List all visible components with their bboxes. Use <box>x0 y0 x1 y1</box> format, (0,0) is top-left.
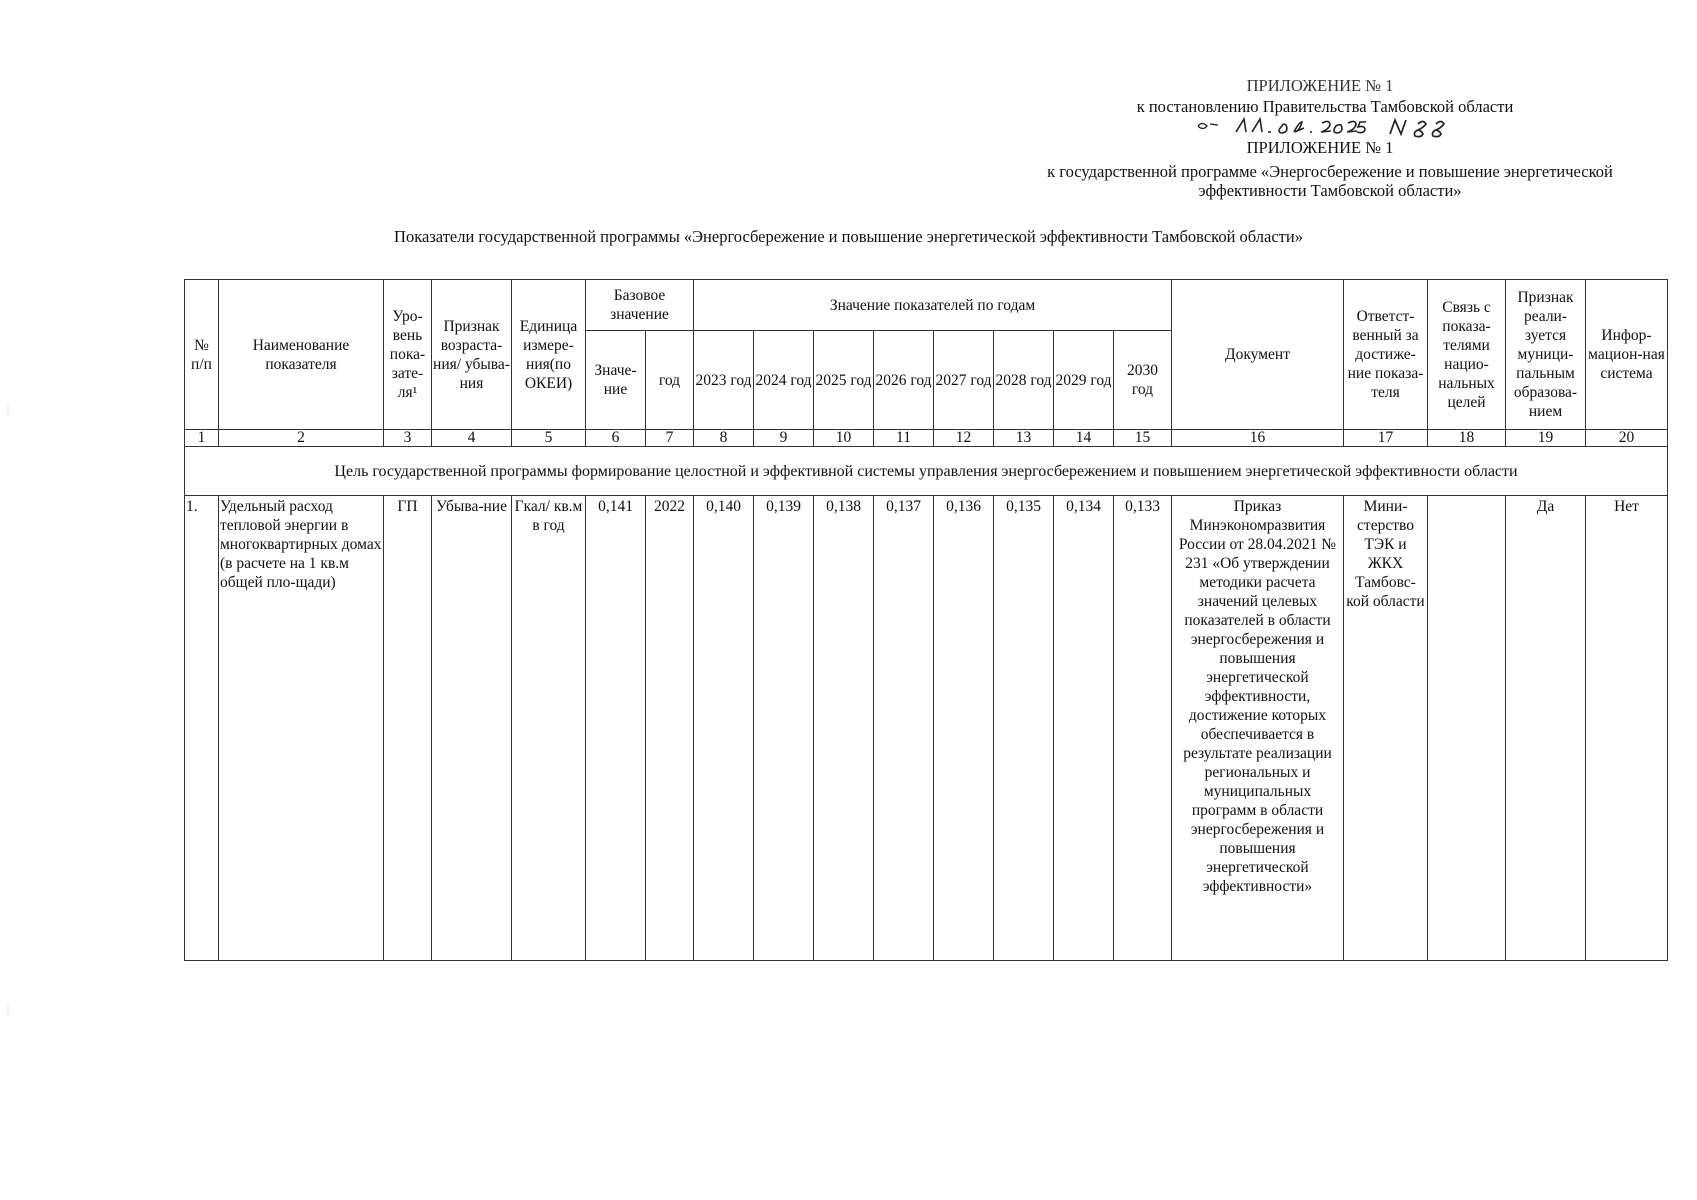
row-document: Приказ Минэкономразвития России от 28.04.2021 № 231 «Об утверждении методики расчета значений целевых показателей в области энергосбережения и повышения энергетической эффективности, достижение которых обеспечивается в результате реализации региональных и муниципальных программ в области энергосбережения и повышения энергетической эффективности» <box>1172 496 1344 961</box>
column-number: 13 <box>994 430 1054 447</box>
scan-edge-mark: ⋮ <box>3 1005 13 1016</box>
column-number: 18 <box>1428 430 1506 447</box>
row-responsible: Мини-стерство ТЭК и ЖКХ Тамбовс-кой области <box>1344 496 1428 961</box>
header-municipal: Признак реали-зуется муници-пальным образова-нием <box>1506 280 1586 430</box>
header-year-2030: 2030 год <box>1114 331 1172 430</box>
appendix-title-2: ПРИЛОЖЕНИЕ № 1 <box>1246 138 1394 157</box>
header-base-year: год <box>646 331 694 430</box>
column-number: 4 <box>432 430 512 447</box>
row-level: ГП <box>384 496 432 961</box>
row-unit: Гкал/ кв.м в год <box>512 496 586 961</box>
column-number: 17 <box>1344 430 1428 447</box>
column-number: 11 <box>874 430 934 447</box>
header-document: Документ <box>1172 280 1344 430</box>
column-number: 8 <box>694 430 754 447</box>
row-base-year: 2022 <box>646 496 694 961</box>
row-value-2025: 0,138 <box>814 496 874 961</box>
program-reference-line1: к государственной программе «Энергосбережение и повышение энергетической <box>1047 162 1613 181</box>
header-year-2029: 2029 год <box>1054 331 1114 430</box>
column-number: 10 <box>814 430 874 447</box>
header-year-2028: 2028 год <box>994 331 1054 430</box>
column-number: 16 <box>1172 430 1344 447</box>
column-number: 15 <box>1114 430 1172 447</box>
program-goal: Цель государственной программы формирование целостной и эффективной системы управления энергосбережением и повышением энергетической эффективности области <box>185 447 1668 496</box>
row-base-value: 0,141 <box>586 496 646 961</box>
column-number: 6 <box>586 430 646 447</box>
column-number: 2 <box>219 430 384 447</box>
row-trend: Убыва-ние <box>432 496 512 961</box>
row-municipal: Да <box>1506 496 1586 961</box>
header-responsible: Ответст-венный за достиже-ние показа-теля <box>1344 280 1428 430</box>
header-national-goals-link: Связь с показа-телями нацио-нальных целей <box>1428 280 1506 430</box>
column-number: 20 <box>1586 430 1668 447</box>
appendix-title: ПРИЛОЖЕНИЕ № 1 <box>1246 76 1394 95</box>
row-value-2024: 0,139 <box>754 496 814 961</box>
row-value-2030: 0,133 <box>1114 496 1172 961</box>
column-numbers-row <box>185 430 1668 447</box>
document-title: Показатели государственной программы «Энергосбережение и повышение энергетической эффективности Тамбовской области» <box>394 227 1303 246</box>
row-value-2023: 0,140 <box>694 496 754 961</box>
indicators-table <box>184 279 1668 961</box>
header-year-2023: 2023 год <box>694 331 754 430</box>
row-info-system: Нет <box>1586 496 1668 961</box>
column-number: 12 <box>934 430 994 447</box>
header-num: № п/п <box>185 280 219 430</box>
program-reference-line2: эффективности Тамбовской области» <box>1198 181 1462 200</box>
header-year-2025: 2025 год <box>814 331 874 430</box>
column-number: 7 <box>646 430 694 447</box>
row-value-2027: 0,136 <box>934 496 994 961</box>
header-year-2026: 2026 год <box>874 331 934 430</box>
column-number: 9 <box>754 430 814 447</box>
row-num: 1. <box>185 496 219 961</box>
row-indicator-name: Удельный расход тепловой энергии в многоквартирных домах (в расчете на 1 кв.м общей пло-щади) <box>219 496 384 961</box>
header-level: Уро-вень пока-зате-ля¹ <box>384 280 432 430</box>
row-value-2026: 0,137 <box>874 496 934 961</box>
header-year-2027: 2027 год <box>934 331 994 430</box>
column-number: 14 <box>1054 430 1114 447</box>
header-base-value: Значе-ние <box>586 331 646 430</box>
row-value-2029: 0,134 <box>1054 496 1114 961</box>
header-unit: Единица измере-ния(по ОКЕИ) <box>512 280 586 430</box>
column-number: 1 <box>185 430 219 447</box>
column-number: 19 <box>1506 430 1586 447</box>
header-trend: Признак возраста-ния/ убыва-ния <box>432 280 512 430</box>
row-national-goals-link <box>1428 496 1506 961</box>
decree-reference: к постановлению Правительства Тамбовской области <box>1136 97 1514 116</box>
table-row <box>185 496 1668 961</box>
header-years-group: Значение показателей по годам <box>694 280 1172 331</box>
row-value-2028: 0,135 <box>994 496 1054 961</box>
column-number: 3 <box>384 430 432 447</box>
header-year-2024: 2024 год <box>754 331 814 430</box>
column-number: 5 <box>512 430 586 447</box>
scan-edge-mark: ⋮ <box>3 405 13 416</box>
header-name: Наименование показателя <box>219 280 384 430</box>
header-info-system: Инфор-мацион-ная система <box>1586 280 1668 430</box>
header-base-group: Базовое значение <box>586 280 694 331</box>
